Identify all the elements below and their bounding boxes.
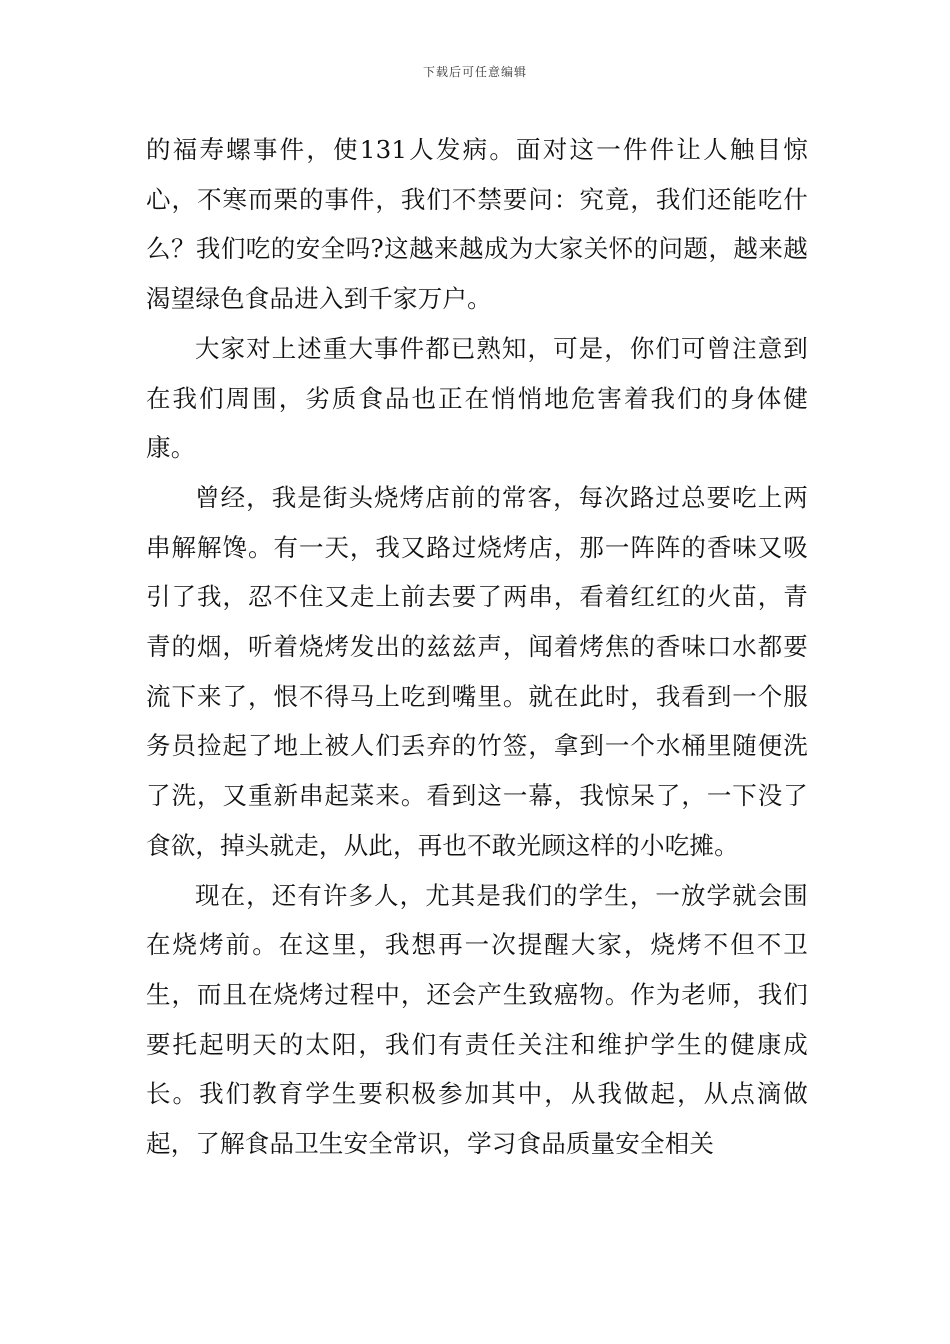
page-header: 下载后可任意编辑 — [422, 65, 527, 79]
paragraph-continuation: 的福寿螺事件，使131人发病。面对这一件件让人触目惊心，不寒而栗的事件，我们不禁要问：究竟，我们还能吃什么？我们吃的安全吗?这越来越成为大家关怀的问题，越来越渴望绿色食品进入到千家万户。 — [146, 135, 808, 314]
paragraph-bbq-story: 曾经，我是街头烧烤店前的常客，每次路过总要吃上两串解解馋。有一天，我又路过烧烤店，那一阵阵的香味又吸引了我，忍不住又走上前去要了两串，看着红红的火苗，青青的烟，听着烧烤发出的兹兹声，闻着烤焦的香味口水都要流下来了，恨不得马上吃到嘴里。就在此时，我看到一个服务员捡起了地上被人们丢弃的竹签，拿到一个水桶里随便洗了洗，又重新串起菜来。看到这一幕，我惊呆了，一下没了食欲，掉头就走，从此，再也不敢光顾这样的小吃摊。 — [146, 482, 808, 860]
paragraph-awareness: 大家对上述重大事件都已熟知，可是，你们可曾注意到在我们周围，劣质食品也正在悄悄地危害着我们的身体健康。 — [146, 333, 808, 463]
paragraph-students-reminder: 现在，还有许多人，尤其是我们的学生，一放学就会围在烧烤前。在这里，我想再一次提醒大家，烧烤不但不卫生，而且在烧烤过程中，还会产生致癌物。作为老师，我们要托起明天的太阳，我们有责任关注和维护学生的健康成长。我们教育学生要积极参加其中，从我做起，从点滴做起，了解食品卫生安全常识，学习食品质量安全相关 — [146, 880, 808, 1159]
document-body — [146, 125, 808, 1169]
